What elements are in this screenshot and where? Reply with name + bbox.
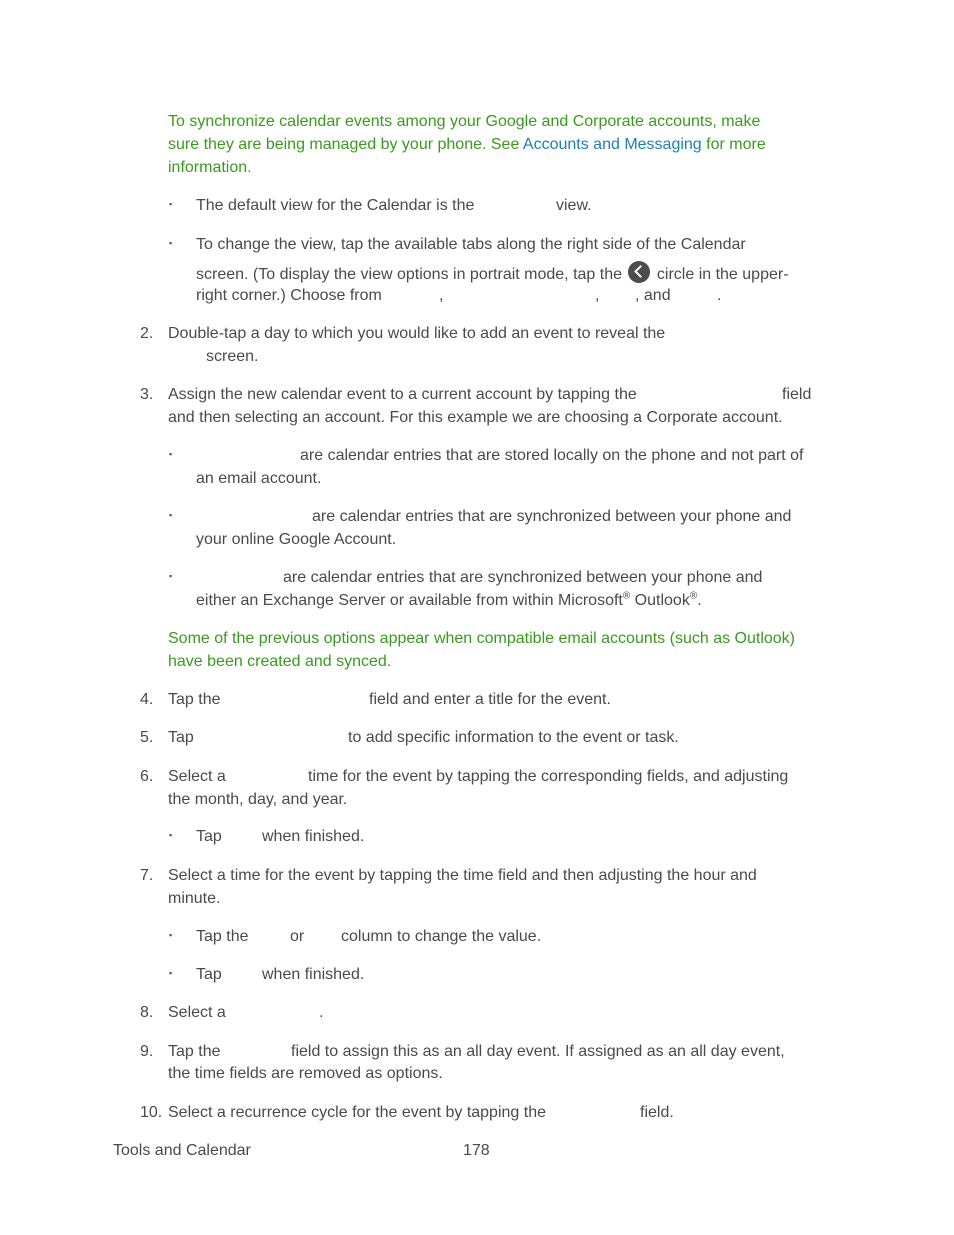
bullet-marker: ▪ [169, 510, 173, 520]
step-text: minute. [168, 890, 221, 907]
step-text: Select a [168, 768, 226, 785]
bullet-text: or [290, 928, 305, 945]
bullet-marker: ▪ [169, 930, 173, 940]
bullet-marker: ▪ [169, 449, 173, 459]
bullet-text: an email account. [196, 470, 322, 487]
bullet-text: Tap [196, 828, 222, 845]
step-text: Select a time for the event by tapping the time field and then adjusting the hour and [168, 867, 757, 884]
bullet-text: either an Exchange Server or available from within Microsoft® Outlook®. [196, 590, 702, 609]
bullet-text: when finished. [262, 966, 365, 983]
note-line: Some of the previous options appear when compatible email accounts (such as Outlook) [168, 630, 796, 647]
bullet-text: view. [556, 197, 592, 214]
note-line: information. [168, 159, 252, 176]
step-text: time for the event by tapping the corresponding fields, and adjusting [308, 768, 789, 785]
bullet-text: , [595, 287, 600, 304]
step-text: to add specific information to the event or task. [348, 729, 679, 746]
step-number: 7. [140, 867, 154, 884]
step-number: 6. [140, 768, 154, 785]
step-number: 8. [140, 1004, 154, 1021]
page-number: 178 [463, 1142, 490, 1159]
bullet-text: are calendar entries that are synchronized between your phone and [312, 508, 792, 525]
accounts-messaging-link[interactable]: Accounts and Messaging [522, 136, 702, 153]
step-number: 9. [140, 1043, 154, 1060]
bullet-marker: ▪ [169, 571, 173, 581]
note-line: sure they are being managed by your phone. See Accounts and Messaging for more [168, 136, 766, 153]
bullet-text: your online Google Account. [196, 531, 397, 548]
step-text: Double-tap a day to which you would like to add an event to reveal the [168, 325, 666, 342]
step-text: Tap the [168, 691, 221, 708]
bullet-text: The default view for the Calendar is the [196, 197, 475, 214]
bullet-text: screen. (To display the view options in portrait mode, tap the circle in the upper- [196, 261, 789, 286]
step-text: the time fields are removed as options. [168, 1065, 443, 1082]
note-line: To synchronize calendar events among your Google and Corporate accounts, make [168, 113, 761, 130]
bullet-text: Tap [196, 966, 222, 983]
step-text: screen. [206, 348, 259, 365]
bullet-text: To change the view, tap the available tabs along the right side of the Calendar [196, 236, 746, 253]
step-number: 10. [140, 1104, 163, 1121]
step-number: 5. [140, 729, 154, 746]
note-line: have been created and synced. [168, 653, 392, 670]
step-text: Assign the new calendar event to a current account by tapping the [168, 386, 637, 403]
step-text: the month, day, and year. [168, 791, 348, 808]
step-text: Tap [168, 729, 194, 746]
chevron-left-circle-icon [628, 261, 650, 283]
step-text: . [319, 1004, 324, 1021]
bullet-text: , and [635, 287, 671, 304]
bullet-marker: ▪ [169, 199, 173, 209]
footer-section-title: Tools and Calendar [113, 1142, 251, 1159]
bullet-text: are calendar entries that are stored locally on the phone and not part of [300, 447, 804, 464]
step-text: field [782, 386, 812, 403]
bullet-text: right corner.) Choose from [196, 287, 382, 304]
bullet-text: are calendar entries that are synchronized between your phone and [283, 569, 763, 586]
step-number: 4. [140, 691, 154, 708]
step-text: field. [640, 1104, 674, 1121]
bullet-text: column to change the value. [341, 928, 542, 945]
step-text: field and enter a title for the event. [369, 691, 611, 708]
bullet-text: Tap the [196, 928, 249, 945]
bullet-text: , [439, 287, 444, 304]
bullet-marker: ▪ [169, 830, 173, 840]
bullet-text: when finished. [262, 828, 365, 845]
step-text: Select a recurrence cycle for the event by tapping the [168, 1104, 546, 1121]
step-number: 3. [140, 386, 154, 403]
step-text: Tap the [168, 1043, 221, 1060]
bullet-marker: ▪ [169, 238, 173, 248]
step-text: Select a [168, 1004, 226, 1021]
step-number: 2. [140, 325, 154, 342]
bullet-marker: ▪ [169, 968, 173, 978]
bullet-text: . [717, 287, 722, 304]
step-text: and then selecting an account. For this example we are choosing a Corporate account. [168, 409, 783, 426]
step-text: field to assign this as an all day event. If assigned as an all day event, [291, 1043, 785, 1060]
